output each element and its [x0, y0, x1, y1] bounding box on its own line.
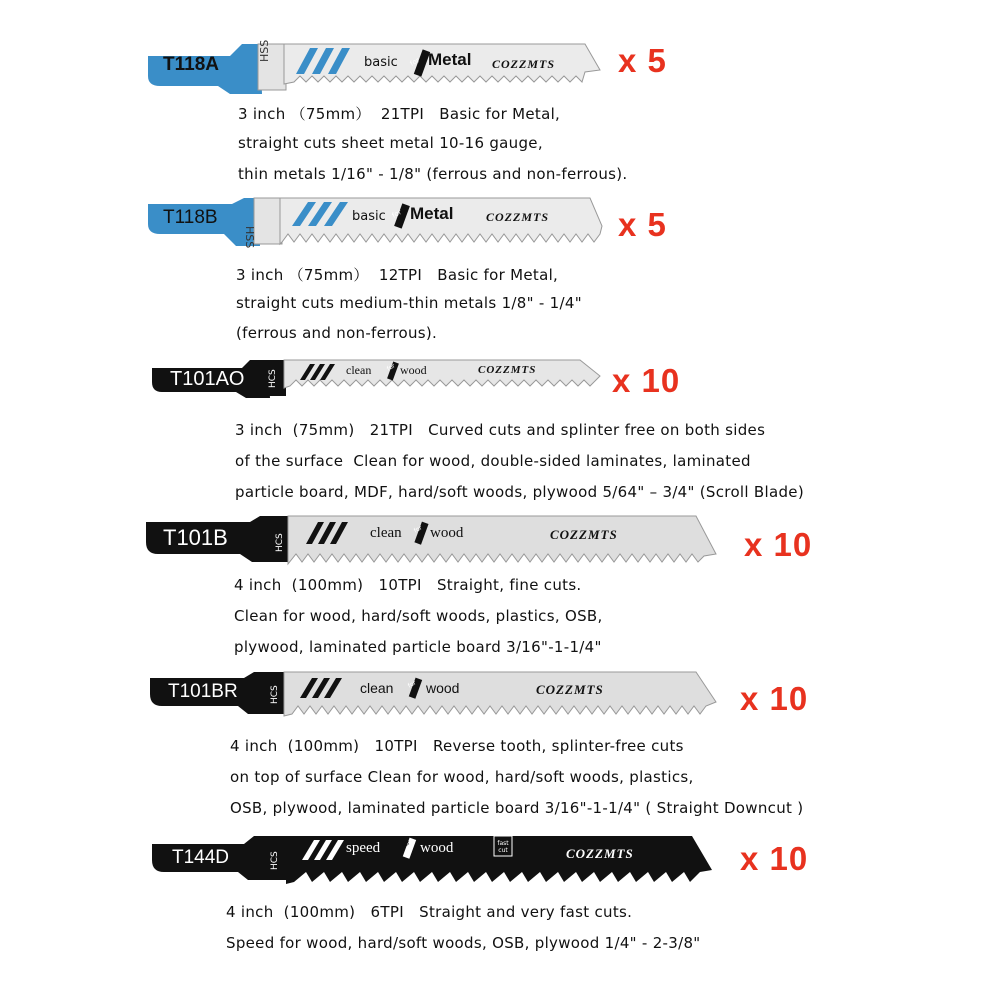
shank-code-label: T118B [163, 207, 218, 228]
blade-label-mid: for [385, 362, 397, 373]
shank-code-label: T101BR [168, 681, 238, 702]
desc-line: 4 inch (100mm) 6TPI Straight and very fast cuts. [226, 903, 633, 921]
shank-code-label: T118A [163, 54, 219, 75]
blade-t101ao [0, 358, 1000, 404]
blade-t101b-graphic [0, 514, 730, 570]
quantity-label: x 10 [612, 362, 681, 399]
blade-t144d-description [226, 903, 701, 957]
blade-label-main: wood [426, 680, 460, 696]
material-label: HSS [243, 226, 256, 249]
blade-label-main: Metal [428, 50, 472, 69]
brand-label: COZZMTS [550, 527, 618, 542]
material-label: HCS [268, 369, 278, 388]
blade-label-prefix: speed [346, 840, 381, 856]
blade-label-main: Metal [410, 204, 454, 223]
blade-t101ao-description [235, 421, 804, 501]
desc-line: plywood, laminated particle board 3/16"-1-1/4" [234, 638, 602, 656]
desc-line: on top of surface Clean for wood, hard/soft woods, plastics, [230, 768, 694, 786]
blade-label-prefix: clean [346, 363, 372, 377]
blade-label-mid: for [390, 208, 403, 220]
brand-label: COZZMTS [478, 364, 537, 376]
blade-t101b-description [234, 576, 603, 656]
desc-line: thin metals 1/16" - 1/8" (ferrous and non-ferrous). [238, 165, 628, 183]
blade-t101b [0, 514, 1000, 570]
blade-label-prefix: clean [370, 525, 402, 541]
blade-label-prefix: basic [364, 55, 398, 70]
fast-cut-badge: fast cut [497, 840, 509, 854]
desc-line: (ferrous and non-ferrous). [236, 324, 438, 342]
blade-label-main: wood [430, 525, 464, 541]
blade-t101br-description [230, 737, 804, 817]
desc-line: straight cuts sheet metal 10-16 gauge, [238, 134, 543, 152]
blade-t118a [0, 36, 1000, 98]
desc-line: 3 inch (75mm) 21TPI Curved cuts and splinter free on both sides [235, 421, 766, 439]
blade-label-prefix: clean [360, 680, 394, 696]
quantity-label: x 10 [740, 680, 809, 717]
desc-line: particle board, MDF, hard/soft woods, plywood 5/64" – 3/4" (Scroll Blade) [235, 483, 804, 501]
quantity-label: x 10 [740, 840, 809, 877]
desc-line: of the surface Clean for wood, double-sided laminates, laminated [235, 452, 751, 470]
brand-label: COZZMTS [566, 846, 634, 861]
brand-label: COZZMTS [486, 210, 550, 224]
blade-label-mid: for [412, 524, 424, 535]
blade-t101br [0, 668, 1000, 722]
desc-line: Speed for wood, hard/soft woods, OSB, plywood 1/4" - 2-3/8" [226, 934, 701, 952]
blade-t118b-graphic [0, 196, 620, 256]
blade-label-main: wood [420, 840, 454, 856]
quantity-label: x 10 [744, 526, 813, 563]
material-label: HCS [275, 533, 285, 552]
blade-t118b-description [236, 264, 582, 342]
brand-label: COZZMTS [492, 57, 556, 71]
brand-label: COZZMTS [536, 682, 604, 697]
blade-t118a-description [238, 103, 628, 183]
shank-code-label: T101AO [170, 368, 245, 390]
quantity-label: x 5 [618, 42, 667, 79]
blade-label-mid: for [406, 679, 418, 690]
desc-line: OSB, plywood, laminated particle board 3/16"-1-1/4" ( Straight Downcut ) [230, 799, 804, 817]
desc-line: straight cuts medium-thin metals 1/8" - 1/4" [236, 294, 582, 312]
blade-label-prefix: basic [352, 209, 386, 224]
desc-line: 3 inch （75mm） 12TPI Basic for Metal, [236, 266, 559, 284]
shank-code-label: T101B [163, 525, 228, 550]
desc-line: 3 inch （75mm） 21TPI Basic for Metal, [238, 105, 561, 123]
desc-line: 4 inch (100mm) 10TPI Reverse tooth, splinter-free cuts [230, 737, 684, 755]
quantity-label: x 5 [618, 206, 667, 243]
blade-label-mid: for [408, 56, 421, 68]
desc-line: 4 inch (100mm) 10TPI Straight, fine cuts. [234, 576, 582, 594]
blade-label-main: wood [400, 363, 427, 377]
material-label: HCS [270, 851, 280, 870]
blade-label-mid: for [400, 839, 412, 850]
desc-line: Clean for wood, hard/soft woods, plastics, OSB, [234, 607, 603, 625]
shank-code-label: T144D [172, 847, 230, 868]
material-label: HSS [258, 39, 271, 62]
blade-t118b [0, 196, 1000, 256]
blade-t144d [0, 832, 1000, 888]
material-label: HCS [270, 685, 280, 704]
